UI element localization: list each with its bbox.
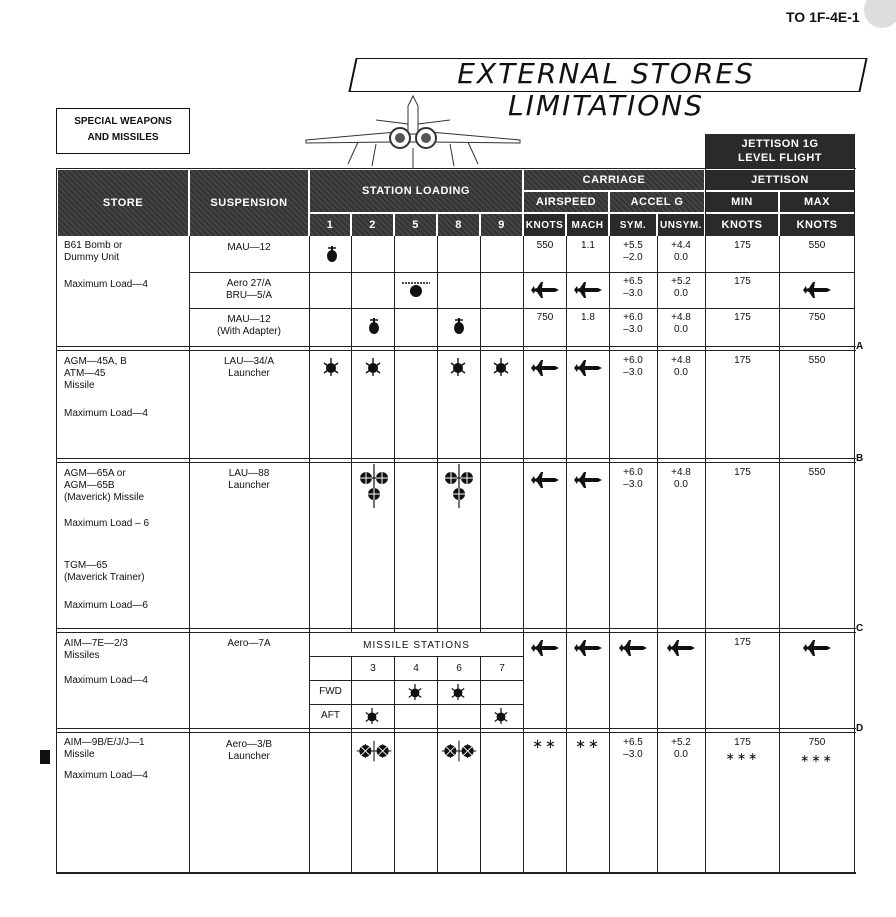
fwd-aft-divider (309, 704, 523, 705)
row-divider-a (56, 346, 856, 347)
b61-sub2-min: 175 (734, 276, 751, 287)
col-st5-divider-lower (394, 657, 395, 872)
bomb-rack-station5-icon (400, 280, 432, 300)
agm45-max: 550 (808, 355, 826, 366)
col-st1-divider (351, 236, 352, 633)
aim9-store: AIM—9B/E/J/J—1 Missile (64, 737, 145, 760)
missile-fwd-4-icon (407, 683, 423, 701)
store-header: STORE (58, 170, 188, 236)
aim9-min-note: ∗∗∗ (725, 751, 760, 763)
missile-station2-icon (364, 357, 382, 377)
table-right-border (854, 134, 855, 874)
corner-close-icon[interactable] (864, 0, 896, 28)
b61-sub3-knots: 750 (536, 312, 554, 323)
b61-sub2-knots-icon (529, 280, 561, 300)
aim9-mach-note: ∗∗ (575, 736, 601, 751)
b61-sub1-min: 175 (734, 240, 751, 251)
agm65-max: 550 (808, 467, 826, 478)
aim7-sym-icon (617, 638, 649, 658)
b61-sub3-mach: 1.8 (581, 312, 595, 323)
b61-store: B61 Bomb or Dummy Unit (64, 240, 123, 263)
tgm65-store: TGM—65 (Maverick Trainer) (64, 560, 145, 583)
min-knots-header: KNOTS (706, 214, 778, 236)
b61-sub3-suspension: MAU—12 (With Adapter) (217, 314, 281, 337)
missile-stations-divider (309, 656, 523, 657)
pair-station8-icon (440, 740, 478, 762)
agm65-min: 175 (734, 467, 751, 478)
agm45-max-load: Maximum Load—4 (64, 408, 148, 419)
document-id: TO 1F-4E-1 (786, 9, 860, 25)
bomb-station2-icon (366, 316, 382, 336)
section-mark-d: D (856, 723, 864, 734)
aft-label: AFT (321, 710, 340, 721)
section-mark-a: A (856, 341, 864, 352)
missile-station1-icon (322, 357, 340, 377)
category-label: SPECIAL WEAPONS AND MISSILES (56, 108, 190, 154)
table-top-border (56, 168, 856, 169)
b61-sub2-divider (189, 308, 855, 309)
aim7-mach-icon (572, 638, 604, 658)
station-9-header: 9 (481, 214, 522, 236)
min-header: MIN (706, 192, 778, 212)
jettison-1g-header: JETTISON 1G LEVEL FLIGHT (706, 134, 854, 168)
b61-sub3-unsym: +4.8 0.0 (671, 312, 691, 335)
agm45-suspension: LAU—34/A Launcher (223, 356, 275, 379)
jettison-header: JETTISON (706, 170, 854, 190)
aim7-min: 175 (734, 637, 751, 648)
sym-header: SYM. (610, 214, 656, 236)
b61-max-load: Maximum Load—4 (64, 279, 148, 290)
row-divider-a2 (56, 350, 856, 351)
row-divider-d2 (56, 732, 856, 733)
tgm65-max-load: Maximum Load—6 (64, 600, 148, 611)
max-header: MAX (780, 192, 854, 212)
b61-sub1-max: 550 (808, 240, 826, 251)
col-knots-divider (566, 236, 567, 872)
agm45-sym: +6.0 –3.0 (623, 355, 643, 378)
station-2-header: 2 (352, 214, 393, 236)
row-divider-c (56, 628, 856, 629)
station-1-header: 1 (310, 214, 350, 236)
b61-sub1-knots: 550 (536, 240, 554, 251)
max-knots-header: KNOTS (780, 214, 854, 236)
row-divider-b (56, 458, 856, 459)
accel-g-header: ACCEL G (610, 192, 704, 212)
b61-sub1-suspension: MAU—12 (227, 242, 271, 253)
agm45-min: 175 (734, 355, 751, 366)
aim9-min: 175 (734, 737, 751, 748)
col-st8-divider (480, 236, 481, 633)
col-st9-divider-lower (480, 657, 481, 872)
ms-numbers-divider (309, 680, 523, 681)
ms-number-6: 6 (456, 663, 462, 674)
missile-aft-7-icon (493, 707, 509, 725)
row-divider-d (56, 728, 856, 729)
mach-header: MACH (567, 214, 608, 236)
b61-sub2-suspension: Aero 27/A BRU—5/A (225, 278, 273, 301)
missile-station9-icon (492, 357, 510, 377)
unsym-header: UNSYM. (658, 214, 704, 236)
b61-sub2-max-icon (801, 280, 833, 300)
aim7-knots-icon (529, 638, 561, 658)
missile-stations-label: MISSILE STATIONS (363, 640, 470, 651)
cluster-station8-icon (441, 464, 477, 508)
agm65-store: AGM—65A or AGM—65B (Maverick) Missile (64, 468, 144, 503)
row-divider-c2 (56, 632, 856, 633)
agm65-mach-icon (572, 470, 604, 490)
ms-number-7: 7 (499, 663, 505, 674)
b61-sub3-min: 175 (734, 312, 751, 323)
station-5-header: 5 (395, 214, 436, 236)
aim7-max-load: Maximum Load—4 (64, 675, 148, 686)
aim7-suspension: Aero—7A (227, 638, 271, 649)
col-st2-divider-lower (351, 657, 352, 872)
agm45-unsym: +4.8 0.0 (671, 355, 691, 378)
table-bottom-border (56, 872, 856, 874)
cluster-station2-icon (356, 464, 392, 508)
b61-sub3-sym: +6.0 –3.0 (623, 312, 643, 335)
station-8-header: 8 (438, 214, 479, 236)
b61-sub1-mach: 1.1 (581, 240, 595, 251)
aim7-max-icon (801, 638, 833, 658)
fwd-label: FWD (319, 686, 342, 697)
agm65-max-load: Maximum Load – 6 (64, 518, 150, 529)
pair-station2-icon (355, 740, 393, 762)
table-left-border (56, 168, 57, 874)
b61-sub1-divider (189, 272, 855, 273)
b61-sub2-unsym: +5.2 0.0 (671, 276, 691, 299)
agm65-suspension: LAU—88 Launcher (228, 468, 270, 491)
aim9-max: 750 (808, 737, 826, 748)
suspension-header: SUSPENSION (190, 170, 308, 236)
bomb-station1-icon (324, 244, 340, 264)
aim9-knots-note: ∗∗ (532, 736, 558, 751)
station-loading-header: STATION LOADING (310, 170, 522, 212)
agm45-mach-icon (572, 358, 604, 378)
ms-number-3: 3 (370, 663, 376, 674)
aim9-unsym: +5.2 0.0 (671, 737, 691, 760)
aim7-store: AIM—7E—2/3 Missiles (64, 638, 128, 661)
agm45-knots-icon (529, 358, 561, 378)
aim9-max-note: ∗∗∗ (800, 753, 834, 765)
section-mark-b: B (856, 453, 864, 464)
b61-sub1-sym: +5.5 –2.0 (623, 240, 643, 263)
knots-header: KNOTS (524, 214, 565, 236)
section-mark-c: C (856, 623, 864, 634)
row-divider-b2 (56, 462, 856, 463)
aim7-unsym-icon (665, 638, 697, 658)
aircraft-illustration (296, 94, 530, 168)
agm65-knots-icon (529, 470, 561, 490)
agm65-sym: +6.0 –3.0 (623, 467, 643, 490)
missile-fwd-6-icon (450, 683, 466, 701)
carriage-header: CARRIAGE (524, 170, 704, 190)
aim9-sym: +6.5 –3.0 (623, 737, 643, 760)
bomb-station8-icon (451, 316, 467, 336)
aim9-max-load: Maximum Load—4 (64, 770, 148, 781)
b61-sub3-max: 750 (808, 312, 826, 323)
col-st5-divider (437, 236, 438, 633)
col-st8-divider-lower (437, 657, 438, 872)
col-susp-divider (309, 236, 310, 872)
ms-number-4: 4 (413, 663, 419, 674)
col-station-end (523, 236, 524, 872)
aim9-suspension: Aero—3/B Launcher (225, 739, 273, 762)
b61-sub1-unsym: +4.4 0.0 (671, 240, 691, 263)
agm45-store: AGM—45A, B ATM—45 Missile (64, 356, 127, 391)
change-bar (40, 750, 50, 764)
agm65-unsym: +4.8 0.0 (671, 467, 691, 490)
col-st2-divider (394, 236, 395, 633)
b61-sub2-sym: +6.5 –3.0 (623, 276, 643, 299)
page-title: EXTERNAL STORES LIMITATIONS (457, 57, 755, 122)
missile-aft-3-icon (364, 707, 380, 725)
col-min-divider (779, 236, 780, 872)
missile-station8-icon (449, 357, 467, 377)
b61-sub2-mach-icon (572, 280, 604, 300)
airspeed-header: AIRSPEED (524, 192, 608, 212)
